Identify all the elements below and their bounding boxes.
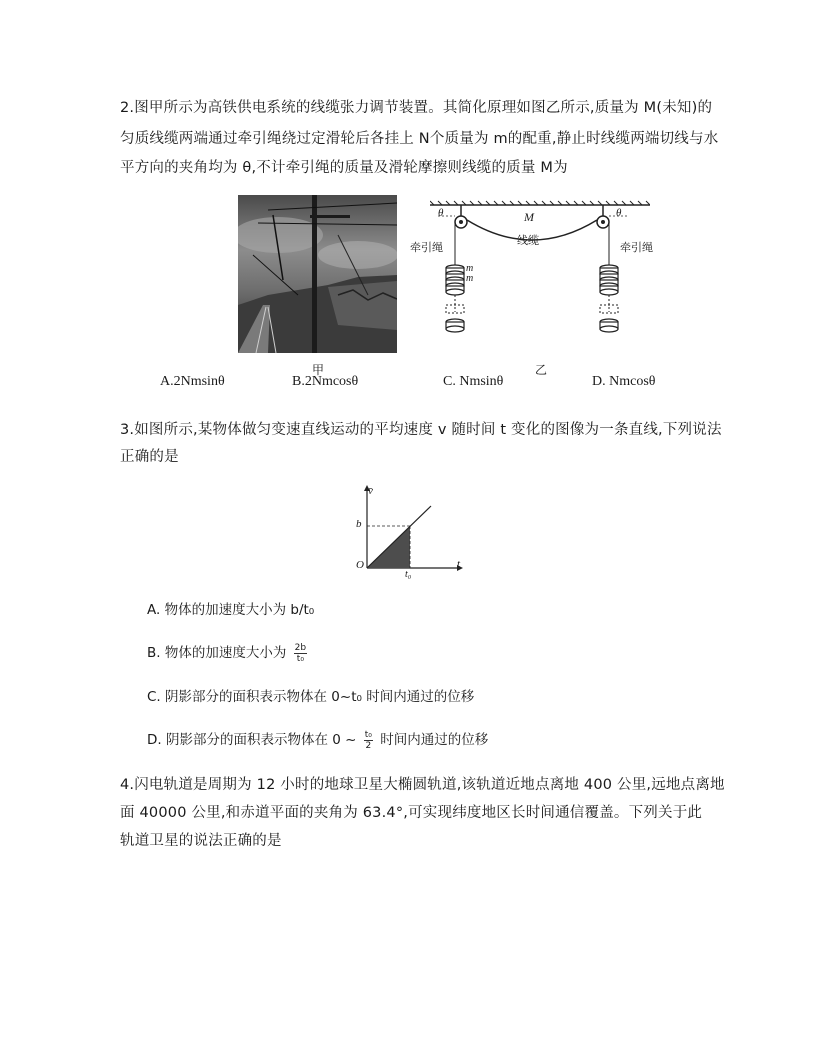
q3-choice-d-fraction [364,730,373,751]
q2-option-d: D. Nmcosθ [592,374,656,389]
fraction-numerator: t₀ [364,729,372,740]
q3-choice-d-text: D. 阴影部分的面积表示物体在 0 ~ [147,732,357,748]
q3-choice-b-text: B. 物体的加速度大小为 [147,645,287,661]
t0-tick-label: t₀ [405,569,412,580]
q4-line-2: 面 40000 公里,和赤道平面的夹角为 63.4°,可实现纬度地区长时间通信覆盖。下列关于此 [120,805,703,821]
q4-line-1: 4.闪电轨道是周期为 12 小时的地球卫星大椭圆轨道,该轨道近地点离地 400 公里,远地点离地 [120,777,725,793]
q2-option-c: C. Nmsinθ [443,374,504,389]
q2-line-1: 2.图甲所示为高铁供电系统的线缆张力调节装置。其简化原理如图乙所示,质量为 M(未知)的 [120,100,713,116]
q3-choice-c: C. 阴影部分的面积表示物体在 0~t₀ 时间内通过的位移 [147,689,475,705]
q2-line-3: 平方向的夹角均为 θ,不计牵引绳的质量及滑轮摩擦则线缆的质量 M为 [120,160,568,176]
fraction-denominator: 2 [365,740,372,751]
q2-line-2: 匀质线缆两端通过牵引绳绕过定滑轮后各挂上 N个质量为 m的配重,静止时线缆两端切线与水 [120,131,719,147]
catenary-photo [238,195,397,353]
cable-mass-label: M [524,210,534,224]
q3-line-2: 正确的是 [120,449,179,465]
b-tick-label: b [356,518,362,530]
q3-choice-b-fraction [294,643,307,664]
q4-line-3: 轨道卫星的说法正确的是 [120,833,282,849]
figure-a-caption: 甲 [312,363,325,377]
pulley-diagram [430,200,650,349]
q2-option-b: B.2Nmcosθ [292,374,359,389]
angle-right-label: θ [616,207,622,219]
origin-label: O [356,559,364,571]
q2-option-a: A.2Nmsinθ [160,374,225,389]
figure-b-caption: 乙 [535,363,548,377]
fraction-denominator: t₀ [296,653,304,664]
x-axis-label: t [457,558,461,570]
q3-line-1: 3.如图所示,某物体做匀变速直线运动的平均速度 v 随时间 t 变化的图像为一条直线,下列说法 [120,422,722,438]
q3-choice-d [147,728,488,751]
velocity-time-graph [352,483,472,582]
rope-right-label: 牵引绳 [620,241,653,254]
fraction-numerator: 2b [294,642,307,653]
y-axis-label: v̄ [368,485,373,497]
cable-label: 线缆 [517,234,539,247]
q3-choice-a: A. 物体的加速度大小为 b/t₀ [147,602,315,618]
angle-left-label: θ [438,207,444,219]
q3-choice-d-suffix: 时间内通过的位移 [380,732,489,748]
q3-choice-b [147,641,310,664]
weight-label-2: m [466,273,474,284]
weight-label-1: m [466,263,474,274]
rope-left-label: 牵引绳 [410,241,443,254]
